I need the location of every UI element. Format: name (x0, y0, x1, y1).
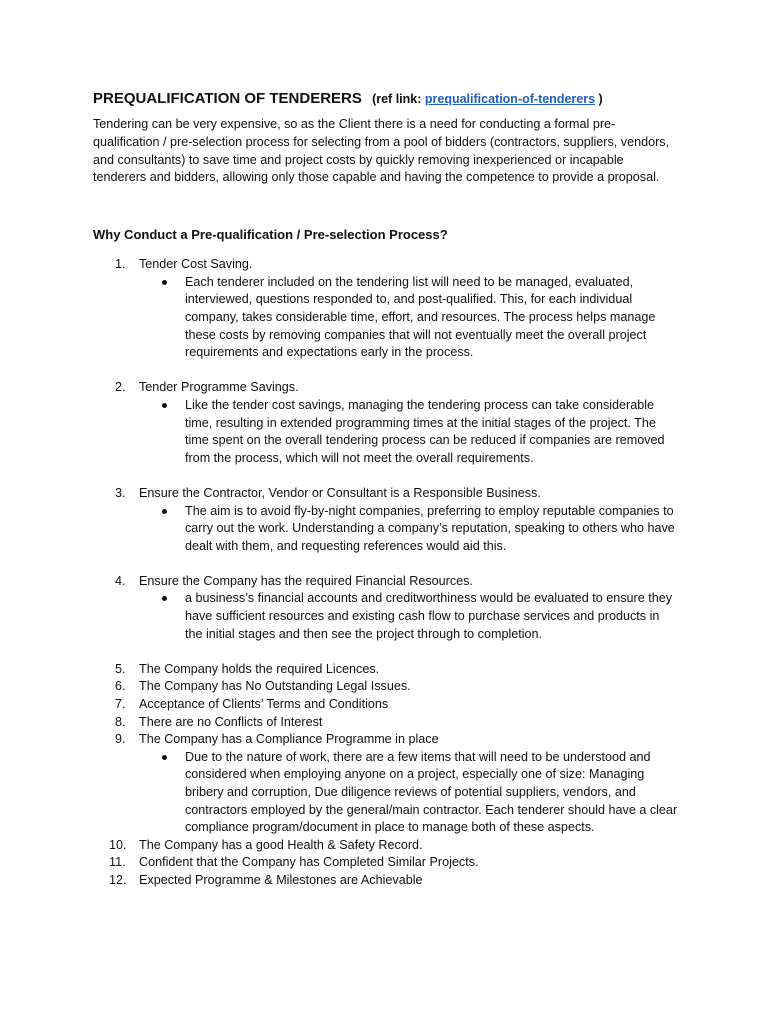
bullet-item (139, 397, 678, 467)
item-number: 12. (109, 872, 127, 887)
item-number: 5. (115, 661, 126, 676)
item-number: 8. (115, 714, 126, 729)
list-item (93, 696, 678, 714)
list-item (93, 872, 678, 890)
list-item (93, 661, 678, 679)
bullet-text: The aim is to avoid fly-by-night companies, preferring to employ reputable companies to carry out the work. Understanding a company’s reputation, speaking to others who have dealt with them, and requesting references would aid this. (185, 503, 675, 553)
bullet-list (139, 274, 678, 362)
item-number: 7. (115, 697, 126, 712)
item-text: Tender Cost Saving. (139, 257, 253, 272)
item-number: 3. (115, 485, 126, 500)
item-number: 9. (115, 732, 126, 747)
item-text: The Company has No Outstanding Legal Issues. (139, 679, 411, 694)
bullet-item (139, 503, 678, 556)
item-text: The Company has a good Health & Safety Record. (139, 837, 423, 852)
item-number: 2. (115, 380, 126, 395)
ref-prefix: (ref link: (372, 92, 422, 106)
item-text: There are no Conflicts of Interest (139, 714, 323, 729)
list-item (93, 731, 678, 837)
item-text: The Company holds the required Licences. (139, 661, 380, 676)
ref-link[interactable]: prequalification-of-tenderers (424, 92, 596, 106)
item-text: Ensure the Contractor, Vendor or Consultant is a Responsible Business. (139, 485, 541, 500)
bullet-text: Due to the nature of work, there are a few items that will need to be understood and considered when employing anyone on a project, especially one of size: Managing bribery and corruption, Due diligence reviews of potential suppliers, vendors, and contractors employed by the general/main contractor. Each tenderer should have a clear compliance program/document in place to manage both of these aspects. (185, 749, 678, 835)
item-text: Ensure the Company has the required Financial Resources. (139, 573, 473, 588)
section-heading: Why Conduct a Pre-qualification / Pre-selection Process? (93, 227, 448, 243)
document-title: PREQUALIFICATION OF TENDERERS (93, 90, 362, 107)
ref-label (372, 92, 603, 106)
item-text: Expected Programme & Milestones are Achievable (139, 872, 423, 887)
title-line (93, 88, 678, 110)
list-item (93, 837, 678, 855)
bullet-text: Each tenderer included on the tendering list will need to be managed, evaluated, interviewed, questions responded to, and post-qualified. This, for each individual company, takes considerable time, effort, and resources. The process helps manage these costs by removing companies that will not eventually meet the overall project requirements and expectations early in the process. (185, 274, 656, 360)
ref-suffix: ) (598, 92, 603, 106)
bullet-icon (162, 755, 167, 760)
list-item (93, 714, 678, 732)
item-text: Acceptance of Clients’ Terms and Conditions (139, 697, 389, 712)
list-item (93, 854, 678, 872)
item-text: Confident that the Company has Completed Similar Projects. (139, 855, 479, 870)
bullet-item (139, 274, 678, 362)
bullet-icon (162, 509, 167, 514)
item-number: 11. (109, 855, 126, 870)
item-text: The Company has a Compliance Programme in place (139, 732, 439, 747)
intro-paragraph: Tendering can be very expensive, so as the Client there is a need for conducting a formal pre-qualification / pre-selection process for selecting from a pool of bidders (contractors, suppliers, vendors, and consultants) to save time and project costs by quickly removing inexperienced or incapable tenderers and bidders, allowing only those capable and having the competence to provide a proposal. (93, 117, 670, 185)
item-number: 1. (115, 257, 126, 272)
item-number: 6. (115, 679, 126, 694)
list-item (93, 256, 678, 362)
bullet-text: Like the tender cost savings, managing the tendering process can take considerable time, resulting in extended programming times at the initial stages of the project. The time spent on the overall tendering process can be reduced if companies are removed from the process, which will not meet the overall requirements. (185, 397, 665, 465)
bullet-list (139, 749, 678, 837)
bullet-text: a business’s financial accounts and creditworthiness would be evaluated to ensure they have sufficient resources and existing cash flow to purchase services and products in the initial stages and then see the project through to completion. (185, 591, 673, 641)
bullet-list (139, 397, 678, 467)
list-item (93, 485, 678, 555)
bullet-item (139, 590, 678, 643)
bullet-list (139, 590, 678, 643)
document-page (93, 88, 678, 890)
bullet-item (139, 749, 678, 837)
reasons-list (93, 256, 678, 889)
list-item (93, 573, 678, 643)
item-text: Tender Programme Savings. (139, 380, 299, 395)
bullet-icon (162, 403, 167, 408)
item-number: 10. (109, 837, 127, 852)
list-item (93, 678, 678, 696)
bullet-icon (162, 596, 167, 601)
bullet-list (139, 503, 678, 556)
bullet-icon (162, 280, 167, 285)
list-item (93, 379, 678, 467)
item-number: 4. (115, 573, 126, 588)
